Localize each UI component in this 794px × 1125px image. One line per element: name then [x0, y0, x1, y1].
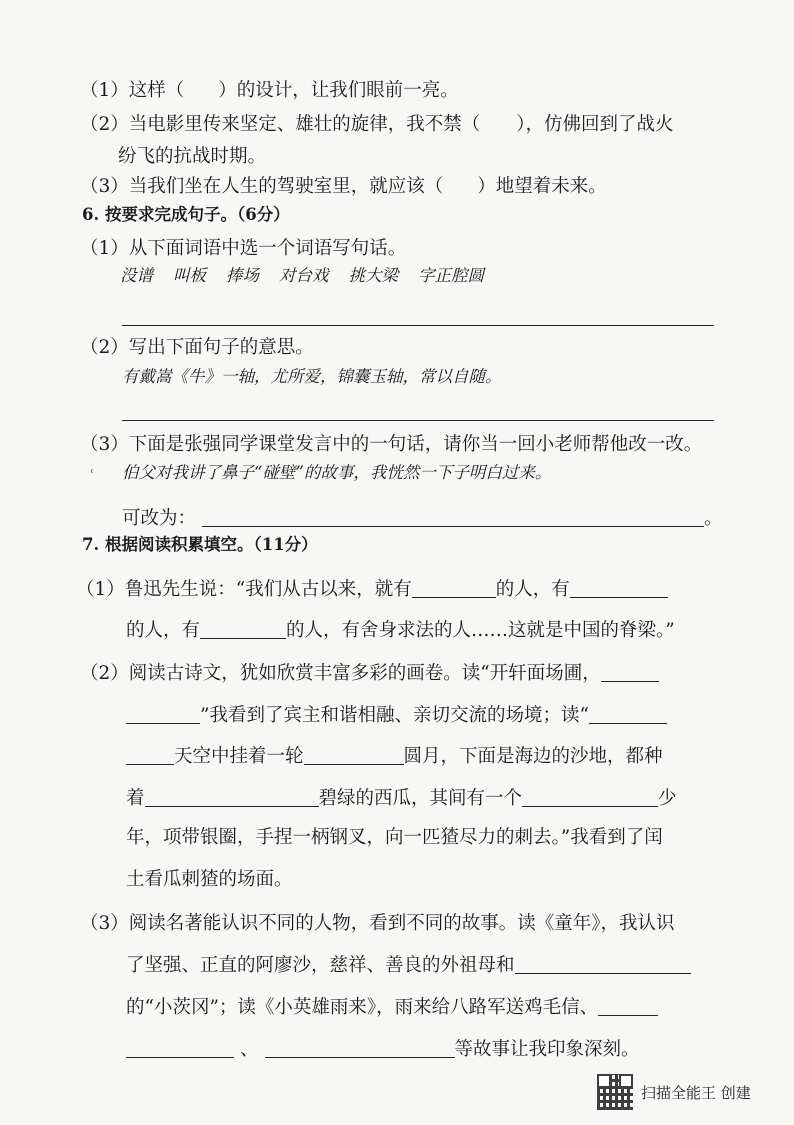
- q6-s2-answer-line[interactable]: [122, 420, 714, 421]
- q7-s1-text-b: 的人，有: [495, 579, 570, 600]
- q5-line-2-text-b: ），仿佛回到了战火: [516, 114, 674, 135]
- q7-s1-line-1: [76, 579, 668, 600]
- q7-s3-blank-1[interactable]: [515, 955, 691, 974]
- q7-s1-text-d: 的人，有舍身求法的人……这就是中国的脊梁。”: [286, 620, 675, 641]
- q6-word: 对台戏: [279, 266, 329, 285]
- q7-s1-text-a: （1）鲁迅先生说：“我们从古以来，就有: [76, 579, 412, 600]
- q5-line-1: [80, 82, 459, 101]
- q6-s3-answer-blank[interactable]: [202, 508, 704, 527]
- q5-line-4-text-a: （3）当我们坐在人生的驾驶室里，就应该（: [80, 176, 444, 197]
- q6-word: 字正腔圆: [418, 266, 484, 285]
- q7-s3-text-c: 的“小茨冈”；读《小英雄雨来》，雨来给八路军送鸡毛信、: [126, 997, 599, 1018]
- q6-word: 捧场: [226, 266, 259, 285]
- q5-line-4: [80, 178, 607, 197]
- q7-s2-line-2: [126, 705, 667, 726]
- scanner-watermark: [597, 1074, 751, 1110]
- q5-line-1-text-b: ）的设计，让我们眼前一亮。: [218, 80, 459, 101]
- q5-line-2: [80, 116, 674, 135]
- q5-line-2-text-a: （2）当电影里传来坚定、雄壮的旋律，我不禁（: [80, 114, 481, 135]
- q6-word: 叫板: [173, 266, 206, 285]
- q7-s2-text-d: 圆月，下面是海边的沙地，都种: [403, 746, 663, 767]
- q6-title: 6. 按要求完成句子。（6分）: [82, 205, 290, 224]
- q6-s3-answer: [122, 508, 723, 529]
- q5-line-3: 纷飞的抗战时期。: [118, 146, 267, 167]
- q7-s3-text-d: 、: [240, 1039, 259, 1060]
- q7-s2-blank-4[interactable]: [126, 746, 174, 765]
- q7-s3-line-4: [126, 1039, 640, 1060]
- q6-s2-sentence: 有戴嵩《牛》一轴，尤所爱，锦囊玉轴，常以自随。: [122, 367, 502, 386]
- q7-s2-blank-1[interactable]: [601, 663, 659, 682]
- q7-s3-text-b: 了坚强、正直的阿廖沙，慈祥、善良的外祖母和: [126, 955, 515, 976]
- q6-word-list: [120, 268, 484, 285]
- q6-s3-answer-label: 可改为：: [122, 508, 197, 529]
- q7-s2-blank-5[interactable]: [304, 746, 404, 765]
- q6-s1-answer-line[interactable]: [122, 325, 714, 326]
- q7-s2-line-4: [126, 788, 677, 809]
- q7-s2-text-a: （2）阅读古诗文，犹如欣赏丰富多彩的画卷。读“开轩面场圃，: [80, 663, 601, 684]
- q7-s3-blank-3[interactable]: [126, 1039, 234, 1058]
- q7-s2-line-1: [80, 663, 659, 684]
- q7-s2-blank-6[interactable]: [145, 788, 319, 807]
- q6-word: 挑大梁: [348, 266, 398, 285]
- q7-s3-text-e: 等故事让我印象深刻。: [454, 1039, 640, 1060]
- watermark-text: 扫描全能王 创建: [641, 1083, 751, 1102]
- q7-s2-line-5: 年，项带银圈，手捏一柄钢叉，向一匹猹尽力的刺去。”我看到了闰: [126, 827, 663, 848]
- q7-s1-text-c: 的人，有: [126, 620, 201, 641]
- q6-s2-prompt: （2）写出下面句子的意思。: [80, 337, 314, 358]
- q7-s3-blank-2[interactable]: [598, 997, 658, 1016]
- q7-s3-line-2: [126, 955, 691, 976]
- q5-line-1-text-a: （1）这样（: [80, 80, 185, 101]
- q6-s3-end: 。: [704, 508, 723, 529]
- q7-s3-line-3: [126, 997, 658, 1018]
- q7-s2-line-6: 土看瓜刺猹的场面。: [126, 869, 293, 890]
- q6-s1-prompt: （1）从下面词语中选一个词语写句话。: [80, 238, 407, 259]
- q7-s2-blank-3[interactable]: [589, 705, 667, 724]
- q7-s2-blank-2[interactable]: [126, 705, 200, 724]
- q7-s1-blank-2[interactable]: [570, 579, 668, 598]
- q6-s3-prompt: （3）下面是张强同学课堂发言中的一句话，请你当一回小老师帮他改一改。: [80, 434, 703, 455]
- q7-s2-blank-7[interactable]: [522, 788, 658, 807]
- q7-s3-blank-4[interactable]: [265, 1039, 455, 1058]
- q6-s3-sentence: 伯父对我讲了鼻子“碰壁”的故事，我恍然一下子明白过来。: [122, 463, 552, 482]
- q6-word: 没谱: [120, 266, 153, 285]
- q7-s2-text-e: 着: [126, 788, 145, 809]
- q7-s2-line-3: [126, 746, 663, 767]
- q7-s2-text-f: 碧绿的西瓜，其间有一个: [318, 788, 523, 809]
- q5-line-4-text-b: ）地望着未来。: [477, 176, 607, 197]
- qr-code-icon: [597, 1074, 633, 1110]
- q7-s2-text-c: 天空中挂着一轮: [174, 746, 304, 767]
- q7-s1-line-2: [126, 620, 675, 641]
- q7-s2-text-b: ”我看到了宾主和谐相融、亲切交流的场境；读“: [200, 705, 589, 726]
- q7-s3-line-1: （3）阅读名著能认识不同的人物，看到不同的故事。读《童年》，我认识: [80, 913, 675, 934]
- scan-mark: ʿ: [90, 468, 95, 484]
- q7-s2-text-g: 少: [658, 788, 677, 809]
- q7-s1-blank-3[interactable]: [200, 620, 286, 639]
- q7-s1-blank-1[interactable]: [412, 579, 496, 598]
- q7-title: 7. 根据阅读积累填空。（11分）: [82, 535, 318, 554]
